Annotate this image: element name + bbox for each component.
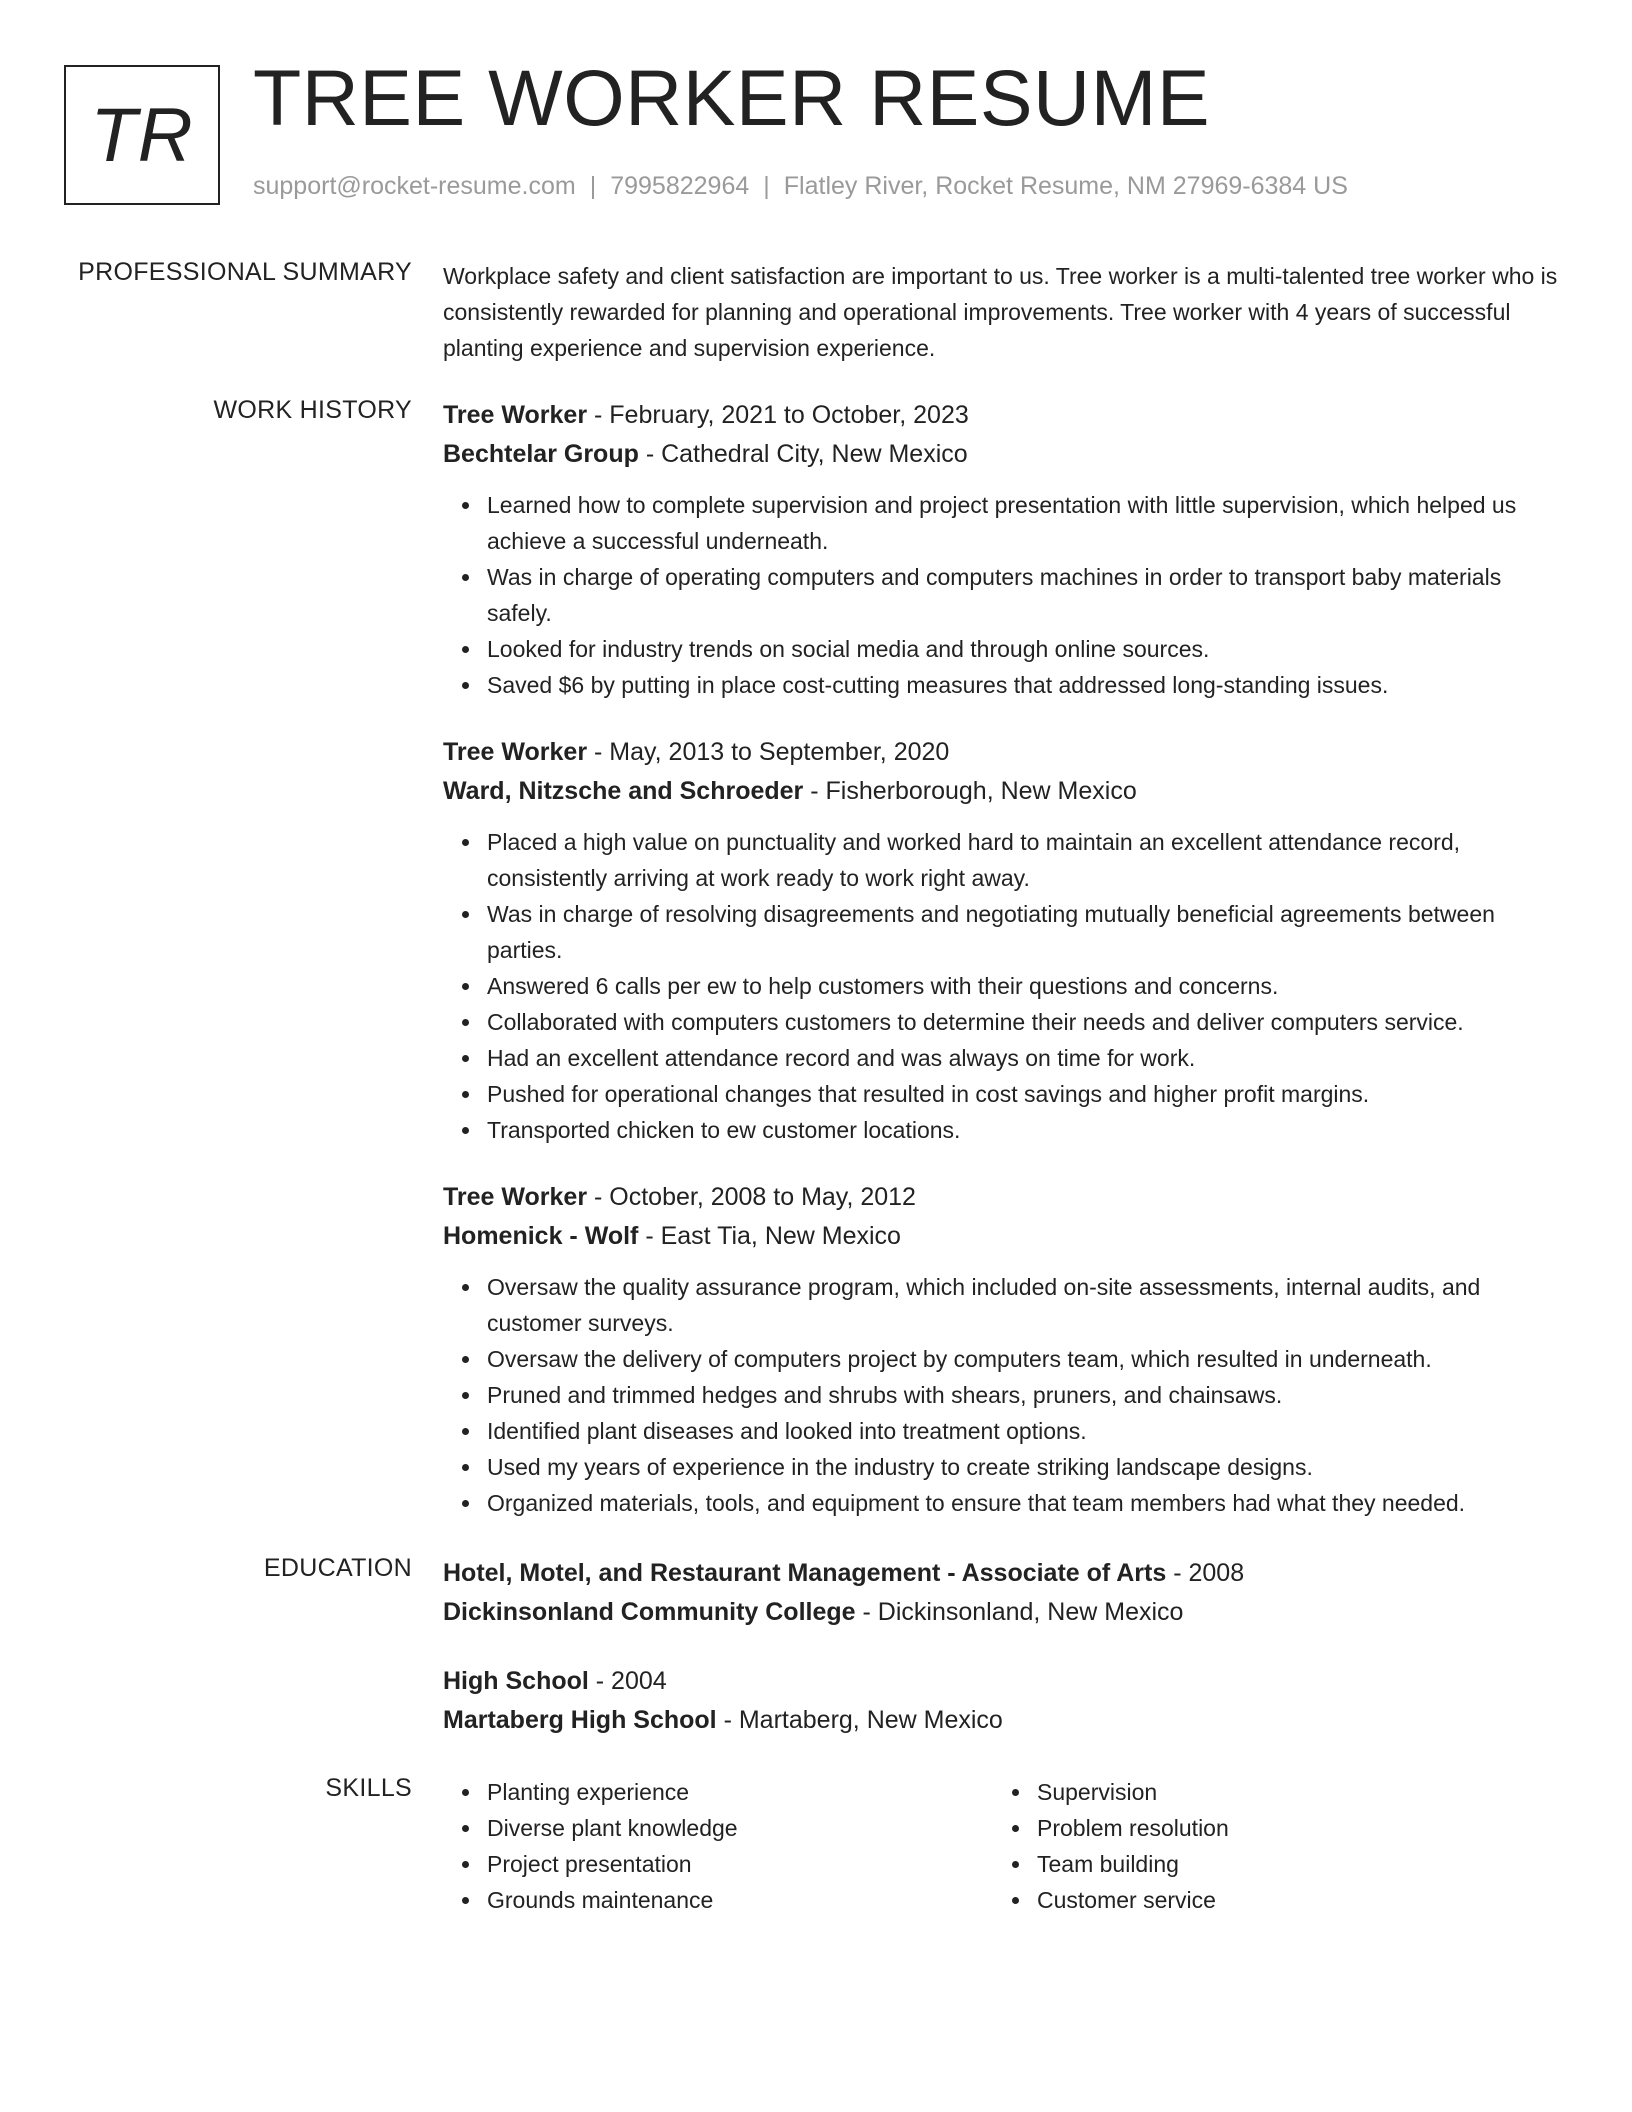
job-bullet: Saved $6 by putting in place cost-cutting measures that addressed long-standing issues.: [487, 667, 1563, 703]
job-bullet: Was in charge of operating computers and computers machines in order to transport baby materials safely.: [487, 559, 1563, 631]
skills-columns: [443, 1774, 1563, 1918]
contact-separator: |: [589, 172, 597, 200]
job-bullet: Transported chicken to ew customer locations.: [487, 1112, 1563, 1148]
skill-item: Supervision: [1037, 1774, 1557, 1810]
contact-separator: |: [763, 172, 770, 200]
skill-item: Planting experience: [487, 1774, 987, 1810]
job-company: Ward, Nitzsche and Schroeder: [443, 777, 804, 805]
job-bullet: Identified plant diseases and looked into treatment options.: [487, 1413, 1563, 1449]
education-entry: [443, 1662, 1563, 1740]
job-bullets: [443, 1269, 1563, 1521]
job-bullet: Collaborated with computers customers to determine their needs and deliver computers service.: [487, 1004, 1563, 1040]
job-dates: - May, 2013 to September, 2020: [587, 738, 950, 766]
contact-email: support@rocket-resume.com: [253, 172, 576, 200]
job-bullet: Oversaw the delivery of computers project by computers team, which resulted in underneath.: [487, 1341, 1563, 1377]
job-bullet: Had an excellent attendance record and was always on time for work.: [487, 1040, 1563, 1076]
education-degree-line: [443, 1554, 1563, 1593]
job-company: Homenick - Wolf: [443, 1222, 639, 1250]
job-company-line: [443, 1217, 1563, 1256]
work-history-body: [443, 396, 1563, 1551]
skill-item: Grounds maintenance: [487, 1882, 987, 1918]
education-degree: High School: [443, 1667, 589, 1695]
job-bullet: Pruned and trimmed hedges and shrubs with shears, pruners, and chainsaws.: [487, 1377, 1563, 1413]
education-school: Martaberg High School: [443, 1706, 717, 1734]
education-school-line: [443, 1593, 1563, 1632]
skill-item: Problem resolution: [1037, 1810, 1557, 1846]
section-label-summary: PROFESSIONAL SUMMARY: [78, 258, 412, 286]
job-dates: - February, 2021 to October, 2023: [587, 401, 969, 429]
section-label-skills: SKILLS: [325, 1774, 412, 1802]
education-year: - 2008: [1166, 1559, 1245, 1587]
education-body: [443, 1554, 1563, 1770]
education-degree: Hotel, Motel, and Restaurant Management - Associate of Arts: [443, 1559, 1167, 1587]
job-company-line: [443, 772, 1563, 811]
job-bullet: Used my years of experience in the industry to create striking landscape designs.: [487, 1449, 1563, 1485]
job-company-line: [443, 435, 1563, 474]
skill-item: Team building: [1037, 1846, 1557, 1882]
job-bullet: Learned how to complete supervision and project presentation with little supervision, which helped us achieve a successful underneath.: [487, 487, 1563, 559]
job-bullet: Was in charge of resolving disagreements and negotiating mutually beneficial agreements between parties.: [487, 896, 1563, 968]
job-bullets: [443, 487, 1563, 703]
job-bullet: Pushed for operational changes that resulted in cost savings and higher profit margins.: [487, 1076, 1563, 1112]
job-title: Tree Worker: [443, 738, 588, 766]
job-location: - Cathedral City, New Mexico: [638, 440, 968, 468]
job-title: Tree Worker: [443, 1183, 588, 1211]
summary-text: Workplace safety and client satisfaction are important to us. Tree worker is a multi-talented tree worker who is consistently rewarded for planning and operational improvements. Tree worker with 4 years of successful planting experience and supervision experience.: [443, 263, 1558, 361]
education-school-line: [443, 1701, 1563, 1740]
job-entry: [443, 733, 1563, 1148]
monogram-box: [64, 65, 220, 205]
job-bullet: Looked for industry trends on social media and through online sources.: [487, 631, 1563, 667]
job-bullet: Oversaw the quality assurance program, which included on-site assessments, internal audits, and customer surveys.: [487, 1269, 1563, 1341]
skill-item: Project presentation: [487, 1846, 987, 1882]
resume-title: TREE WORKER RESUME: [253, 53, 1211, 142]
job-title-line: [443, 396, 1563, 435]
monogram-initials: TR: [90, 92, 194, 178]
section-label-work-history: WORK HISTORY: [213, 396, 412, 424]
job-company: Bechtelar Group: [443, 440, 639, 468]
contact-address: Flatley River, Rocket Resume, NM 27969-6384 US: [783, 172, 1348, 200]
skills-list-left: [443, 1774, 987, 1918]
job-bullet: Answered 6 calls per ew to help customers with their questions and concerns.: [487, 968, 1563, 1004]
skills-list-right: [987, 1774, 1557, 1918]
job-entry: [443, 396, 1563, 703]
education-school: Dickinsonland Community College: [443, 1598, 856, 1626]
summary-body: [443, 258, 1563, 366]
job-bullet: Placed a high value on punctuality and worked hard to maintain an excellent attendance record, consistently arriving at work ready to work right away.: [487, 824, 1563, 896]
job-title-line: [443, 733, 1563, 772]
skill-item: Customer service: [1037, 1882, 1557, 1918]
section-label-education: EDUCATION: [263, 1554, 412, 1582]
job-entry: [443, 1178, 1563, 1521]
job-location: - Fisherborough, New Mexico: [803, 777, 1137, 805]
contact-phone: 7995822964: [610, 172, 750, 200]
education-degree-line: [443, 1662, 1563, 1701]
job-title: Tree Worker: [443, 401, 588, 429]
contact-line: [253, 172, 1348, 201]
job-bullets: [443, 824, 1563, 1148]
job-bullet: Organized materials, tools, and equipment to ensure that team members had what they needed.: [487, 1485, 1563, 1521]
education-entry: [443, 1554, 1563, 1632]
job-dates: - October, 2008 to May, 2012: [587, 1183, 916, 1211]
skill-item: Diverse plant knowledge: [487, 1810, 987, 1846]
education-location: - Dickinsonland, New Mexico: [855, 1598, 1184, 1626]
education-location: - Martaberg, New Mexico: [716, 1706, 1003, 1734]
skills-body: [443, 1774, 1563, 1918]
job-location: - East Tia, New Mexico: [638, 1222, 901, 1250]
education-year: - 2004: [588, 1667, 667, 1695]
job-title-line: [443, 1178, 1563, 1217]
